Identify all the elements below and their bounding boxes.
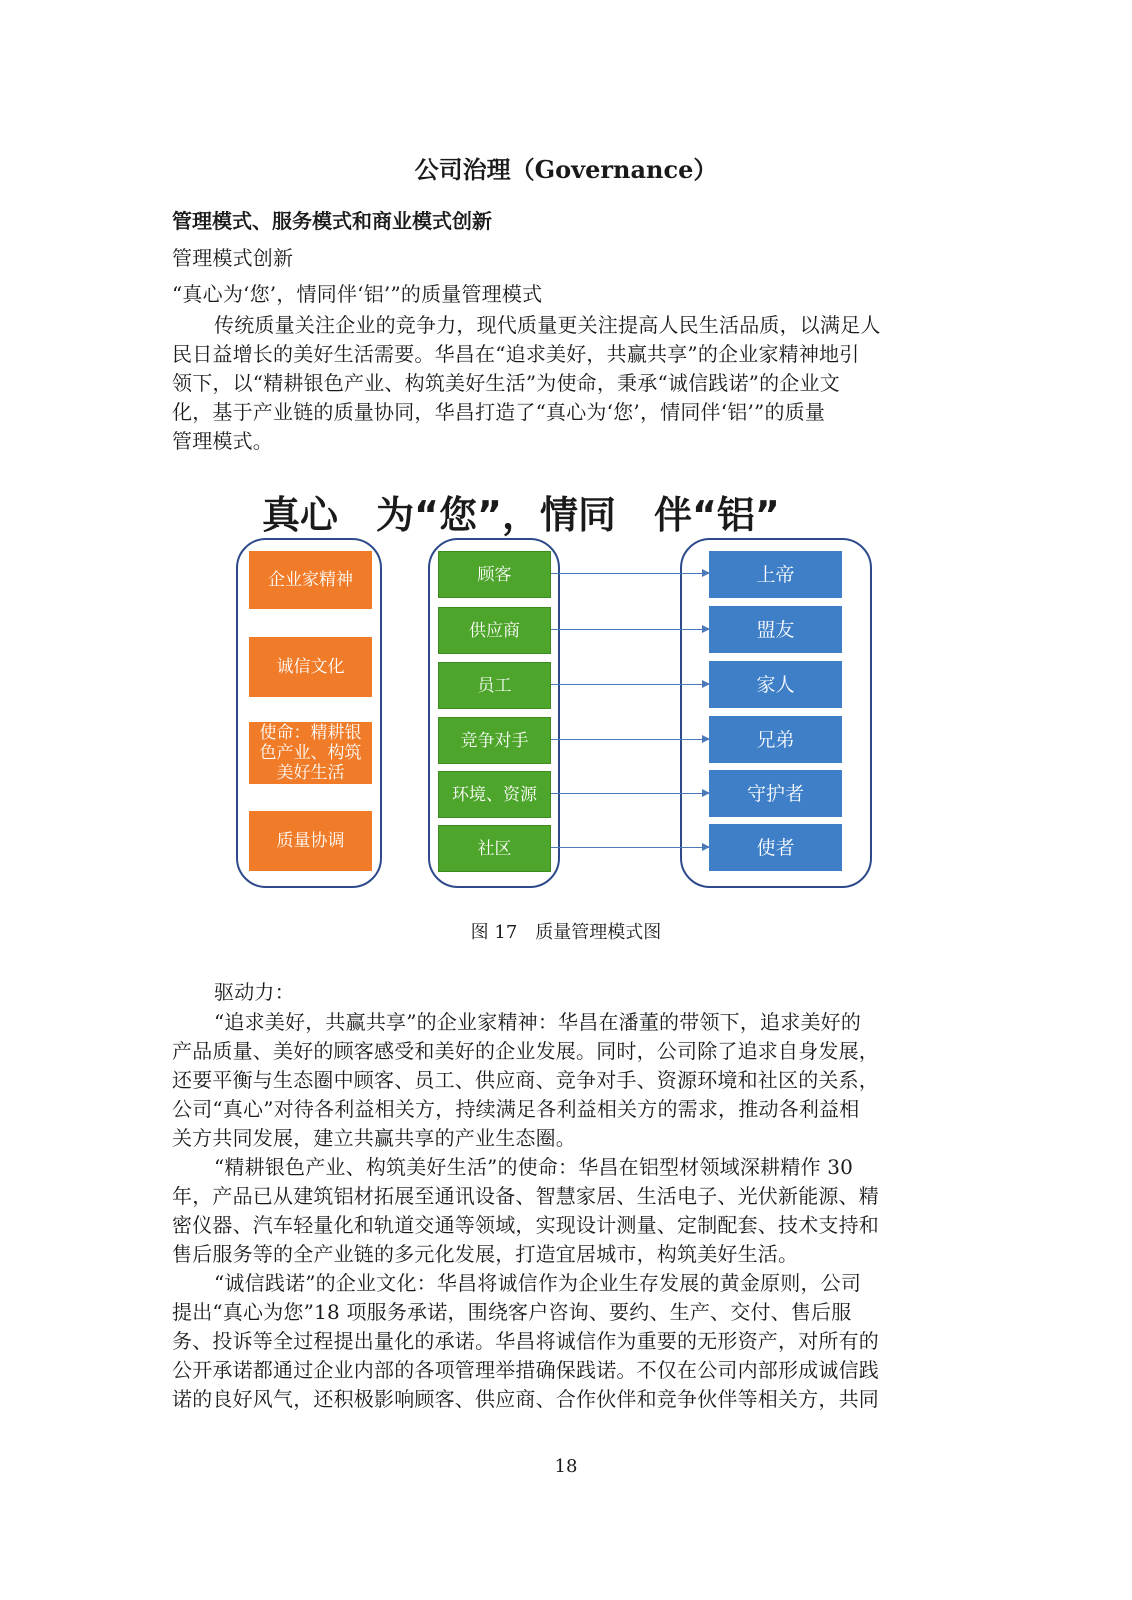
arrow-connector <box>551 739 709 740</box>
middle-item-suppliers: 供应商 <box>438 607 551 654</box>
para1-line: 领下，以“精耕银色产业、构筑美好生活”为使命，秉承“诚信践诺”的企业文 <box>172 371 840 395</box>
figure-caption: 图 17 质量管理模式图 <box>470 922 662 943</box>
para2-line: 公司“真心”对待各利益相关方，持续满足各利益相关方的需求，推动各利益相 <box>172 1097 860 1121</box>
left-item-integrity-culture: 诚信文化 <box>249 637 372 697</box>
para4-line: “诚信践诺”的企业文化：华昌将诚信作为企业生存发展的黄金原则，公司 <box>214 1271 862 1295</box>
right-item-brother: 兄弟 <box>709 716 842 763</box>
right-item-messenger: 使者 <box>709 824 842 871</box>
arrow-connector <box>551 684 709 685</box>
right-item-guardian: 守护者 <box>709 770 842 817</box>
para1-line: 传统质量关注企业的竞争力，现代质量更关注提高人民生活品质，以满足人 <box>214 313 881 337</box>
left-item-entrepreneur-spirit: 企业家精神 <box>249 551 372 609</box>
para4-line: 诺的良好风气，还积极影响顾客、供应商、合作伙伴和竞争伙伴等相关方，共同 <box>172 1387 879 1411</box>
arrow-connector <box>551 847 709 848</box>
left-item-mission: 使命：精耕银色产业、构筑美好生活 <box>249 722 372 784</box>
arrow-connector <box>551 793 709 794</box>
para2-line: 产品质量、美好的顾客感受和美好的企业发展。同时，公司除了追求自身发展， <box>172 1039 879 1063</box>
page-title: 公司治理（Governance） <box>414 155 718 184</box>
para2-line: “追求美好，共赢共享”的企业家精神：华昌在潘董的带领下，追求美好的 <box>214 1010 862 1034</box>
diagram-title: 真心 为“您”，情同 伴“铝” <box>262 493 780 537</box>
left-item-quality-coordination: 质量协调 <box>249 811 372 871</box>
arrow-connector <box>551 629 709 630</box>
right-item-god: 上帝 <box>709 551 842 598</box>
quote-heading: “真心为‘您’，情同伴‘铝’”的质量管理模式 <box>172 282 543 306</box>
para1-line: 管理模式。 <box>172 429 273 453</box>
para3-line: 年，产品已从建筑铝材拓展至通讯设备、智慧家居、生活电子、光伏新能源、精 <box>172 1184 879 1208</box>
section-heading: 管理模式、服务模式和商业模式创新 <box>172 209 492 233</box>
para1-line: 化，基于产业链的质量协同，华昌打造了“真心为‘您’，情同伴‘铝’”的质量 <box>172 400 826 424</box>
middle-item-environment: 环境、资源 <box>438 771 551 818</box>
right-item-ally: 盟友 <box>709 606 842 653</box>
middle-item-community: 社区 <box>438 825 551 872</box>
middle-item-employees: 员工 <box>438 662 551 709</box>
middle-item-competitors: 竞争对手 <box>438 717 551 764</box>
para3-line: “精耕银色产业、构筑美好生活”的使命：华昌在铝型材领域深耕精作 30 <box>214 1155 854 1179</box>
page-number: 18 <box>554 1456 578 1477</box>
driver-label: 驱动力： <box>214 980 295 1004</box>
para4-line: 提出“真心为您”18 项服务承诺，围绕客户咨询、要约、生产、交付、售后服 <box>172 1300 852 1324</box>
para2-line: 还要平衡与生态圈中顾客、员工、供应商、竞争对手、资源环境和社区的关系， <box>172 1068 879 1092</box>
para1-line: 民日益增长的美好生活需要。华昌在“追求美好，共赢共享”的企业家精神地引 <box>172 342 860 366</box>
middle-item-customers: 顾客 <box>438 551 551 598</box>
para4-line: 务、投诉等全过程提出量化的承诺。华昌将诚信作为重要的无形资产，对所有的 <box>172 1329 879 1353</box>
para3-line: 售后服务等的全产业链的多元化发展，打造宜居城市，构筑美好生活。 <box>172 1242 799 1266</box>
para3-line: 密仪器、汽车轻量化和轨道交通等领域，实现设计测量、定制配套、技术支持和 <box>172 1213 879 1237</box>
subheading: 管理模式创新 <box>172 246 294 270</box>
right-item-family: 家人 <box>709 661 842 708</box>
para2-line: 关方共同发展，建立共赢共享的产业生态圈。 <box>172 1126 576 1150</box>
para4-line: 公开承诺都通过企业内部的各项管理举措确保践诺。不仅在公司内部形成诚信践 <box>172 1358 879 1382</box>
arrow-connector <box>551 573 709 574</box>
